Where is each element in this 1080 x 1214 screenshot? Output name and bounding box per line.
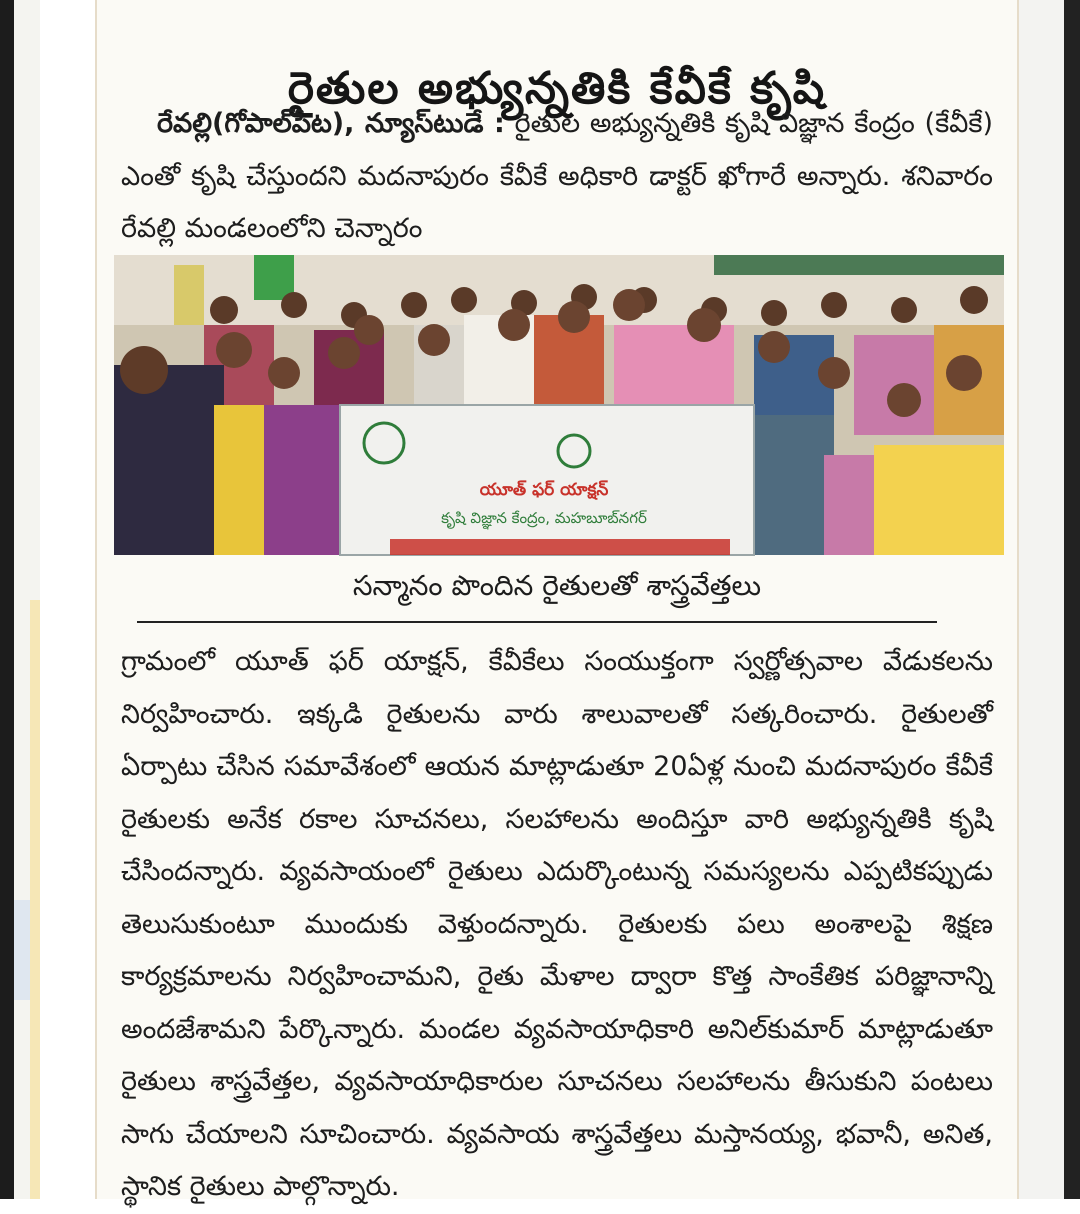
caption-divider [137, 621, 937, 623]
adjacent-clipping-strip [14, 0, 40, 1199]
article-lead-paragraph [121, 98, 993, 262]
adjacent-clipping-blue-block [14, 900, 30, 1000]
adjacent-clipping-yellow-border [30, 600, 40, 1199]
article-headline: రైతుల అభ్యున్నతికి కేవీకే కృషి [287, 63, 827, 115]
screen-edge-left [0, 0, 14, 1199]
article-photo [114, 255, 1004, 555]
background-margin-right [1016, 0, 1064, 1199]
newspaper-clipping [95, 0, 1019, 1202]
group-photo-illustration [114, 255, 1004, 555]
banner-line-2: కృషి విజ్ఞాన కేంద్రం, మహబూబ్‌నగర్ [441, 509, 647, 527]
article-body-paragraph: గ్రామంలో యూత్ ఫర్ యాక్షన్, కేవీకేలు సంయుక్తంగా స్వర్ణోత్సవాల వేడుకలను నిర్వహించారు. ఇక్కడి రైతులను వారు శాలువాలతో సత్కరించారు. రైతులతో ఏర్పాటు చేసిన సమావేశంలో ఆయన మాట్లాడుతూ 20ఏళ్ల నుంచి మదనాపురం కేవీకే రైతులకు అనేక రకాల సూచనలు, సలహాలను అందిస్తూ వారి అభ్యున్నతికి కృషి చేసిందన్నారు. వ్యవసాయంలో రైతులు ఎదుర్కొంటున్న సమస్యలను ఎప్పటికప్పుడు తెలుసుకుంటూ ముందుకు వెళ్తుందన్నారు. రైతులకు పలు అంశాలపై శిక్షణ కార్యక్రమాలను నిర్వహించామని, రైతు మేళాల ద్వారా కొత్త సాంకేతిక పరిజ్ఞానాన్ని అందజేశామని పేర్కొన్నారు. మండల వ్యవసాయాధికారి అనిల్‌కుమార్ మాట్లాడుతూ రైతులు శాస్త్రవేత్తల, వ్యవసాయాధికారుల సూచనలు సలహాలను తీసుకుని పంటలు సాగు చేయాలని సూచించారు. వ్యవసాయ శాస్త్రవేత్తలు మస్తానయ్య, భవానీ, అనిత, స్థానిక రైతులు పాల్గొన్నారు. [121, 646, 993, 1202]
article-lead-text: రైతుల అభ్యున్నతికి కృషి విజ్ఞాన కేంద్రం (కేవీకే) ఎంతో కృషి చేస్తుందని మదనాపురం కేవీకే అధికారి డాక్టర్ ఖోగారే అన్నారు. శనివారం రేవల్లి మండలంలోని చెన్నారం [121, 108, 994, 244]
article-dateline: రేవల్లి(గోపాల్‌పేట), న్యూస్‌టుడే : [157, 108, 505, 139]
photo-caption: సన్మానం పొందిన రైతులతో శాస్త్రవేత్తలు [352, 569, 762, 602]
screen-edge-right [1064, 0, 1080, 1199]
banner-line-1: యూత్ ఫర్ యాక్షన్ [479, 480, 609, 500]
